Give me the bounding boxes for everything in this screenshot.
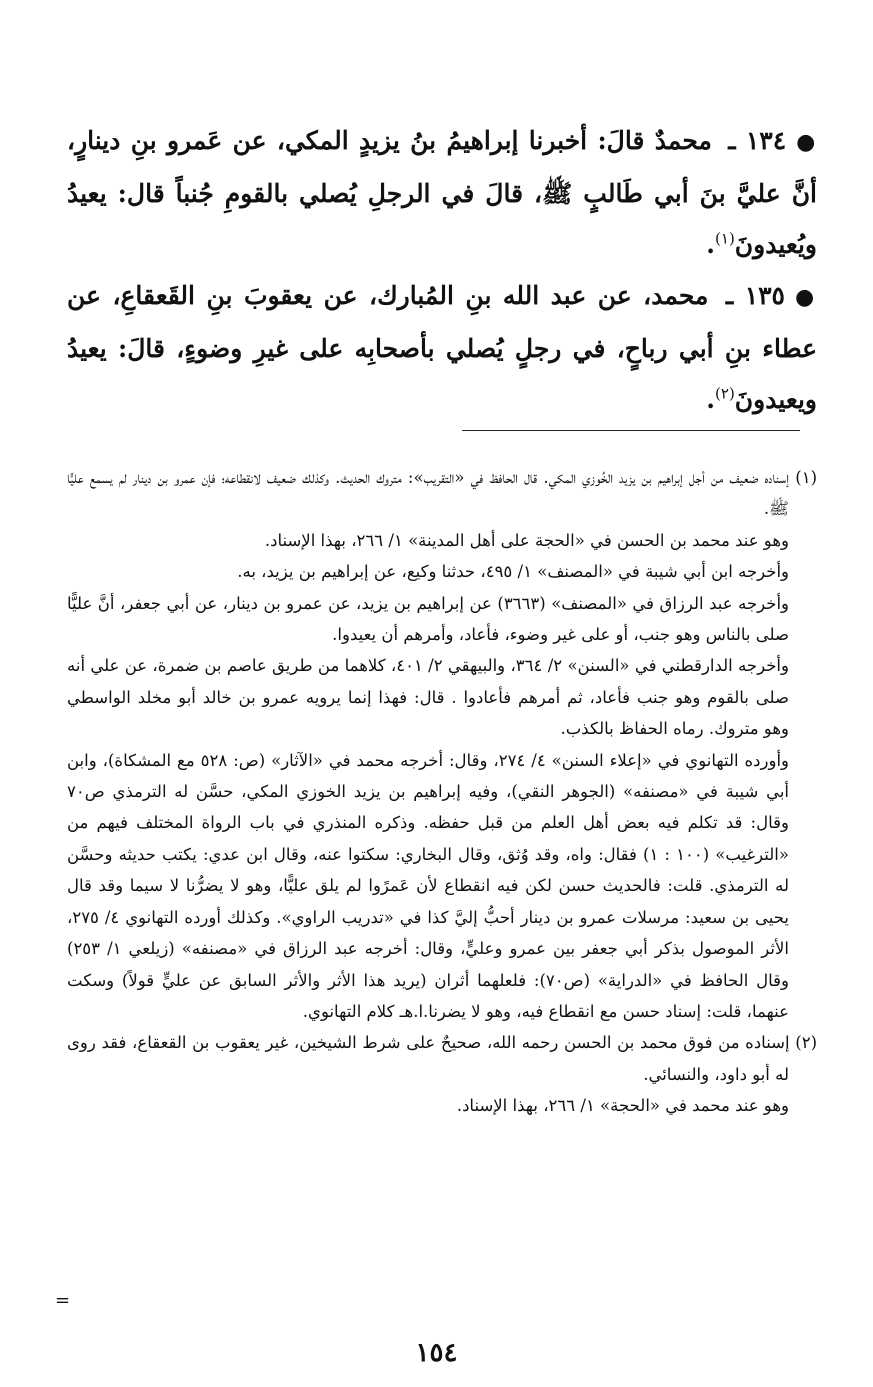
bullet-icon: ● <box>795 284 817 310</box>
footnote-paragraph: وهو عند محمد بن الحسن في «الحجة على أهل المدينة» ١/ ٢٦٦، بهذا الإسناد. <box>264 530 789 550</box>
footnote-paragraph: إسناده ضعيف من أجل إبراهيم بن يزيد الخُوزي المكي. قال الحافظ في «التقريب»: متروك الحديث. وكذلك ضعيف لانقطاعه؛ فإن عمرو بن دينار لم يسمع عليًّا ﷺ. <box>67 468 790 519</box>
footnote-separator <box>462 430 800 431</box>
footnote-paragraph: وأورده التهانوي في «إعلاء السنن» ٤/ ٢٧٤، وقال: أخرجه محمد في «الآثار» (ص: ٥٢٨ مع المشكاة)، وابن أبي شيبة في «مصنفه» (الجوهر النقي)، وفيه إبراهيم بن يزيد الخوزي المكي، حسَّن له الترمذي ص٧٠ وقال: قد تكلم فيه بعض أهل العلم من قبل حفظه. وذكره المنذري في باب الرواة المختلف فيهم من «الترغيب» (١٠٠ : ١) فقال: واه، وقد وُثق، وقال البخاري: سكتوا عنه، وقال ابن عدي: يكتب حديثه وحسَّن له الترمذي. قلت: فالحديث حسن لكن فيه انقطاع لأن عَمرًوا لم يلق عليًّا، وهو لا يضرُّنا لا سيما وقد قال يحيى بن سعيد: مرسلات عمرو بن دينار أحبُّ إليَّ كذا في «تدريب الراوي». وكذلك أورده التهانوي ٤/ ٢٧٥، الأثر الموصول بذكر أبي جعفر بين عمرو وعليٍّ، وقال: أخرجه عبد الرزاق في «مصنفه» (زيلعي ١/ ٢٥٣) وقال الحافظ في «الدراية» (ص٧٠): فلعلهما أثران (يريد هذا الأثر والأثر السابق عن عليٍّ قولاً) وسكت عنهما، قلت: إسناد حسن مع انقطاع فيه، وهو لا يضرنا.ا.هـ كلام التهانوي. <box>67 750 790 1021</box>
hadith-135 <box>67 270 817 425</box>
footnote-paragraph: وأخرجه ابن أبي شيبة في «المصنف» ١/ ٤٩٥، حدثنا وكيع، عن إبراهيم بن يزيد، به. <box>237 562 789 582</box>
hadith-text: محمد، عن عبد الله بنِ المُبارك، عن يعقوبَ بنِ القَعقاعِ، عن عطاء بنِ أبي رباحٍ، في رجلٍ يُصلي بأصحابِه على غيرِ وضوءٍ، قالَ: يعيدُ ويعيدونَ <box>67 281 817 414</box>
footnote-paragraph: وأخرجه الدارقطني في «السنن» ٢/ ٣٦٤، والبيهقي ٢/ ٤٠١، كلاهما من طريق عاصم بن ضمرة، عن علي أنه صلى بالقوم وهو جنب فأعاد، ثم أمرهم فأعادوا . قال: فهذا إنما يرويه عمرو بن خالد أبو مخلد الواسطي وهو متروك. رماه الحفاظ بالكذب. <box>67 656 789 739</box>
hadith-number: ١٣٤ ـ <box>728 126 787 155</box>
continuation-mark: = <box>55 1290 71 1311</box>
hadith-end: . <box>706 385 716 414</box>
hadith-text: محمدٌ قالَ: أخبرنا إبراهيمُ بنُ يزيدٍ المكي، عن عَمرو بنِ دينارٍ، أنَّ عليَّ بنَ أبي طَالبٍ ﷺ، قالَ في الرجلِ يُصلي بالقومِ جُنباً قال: يعيدُ ويُعيدونَ <box>67 126 817 259</box>
footnote-paragraph: إسناده من فوق محمد بن الحسن رحمه الله، صحيحٌ على شرط الشيخين، غير يعقوب بن القعقاع، فقد روى له أبو داود، والنسائي. <box>67 1033 790 1084</box>
page-number: ١٥٤ <box>415 1338 458 1368</box>
hadith-end: . <box>706 230 716 259</box>
footnote-ref[interactable]: (١) <box>715 229 735 248</box>
footnote-1 <box>67 462 817 525</box>
footnote-paragraph: وأخرجه عبد الرزاق في «المصنف» (٣٦٦٣) عن إبراهيم بن يزيد، عن عمرو بن دينار، عن أبي جعفر، أنَّ عليًّا صلى بالناس وهو جنب، أو على غير وضوء، فأعاد، وأمرهم أن يعيدوا. <box>67 593 789 645</box>
hadith-134 <box>67 115 817 270</box>
footnote-2 <box>67 1027 817 1090</box>
hadith-number: ١٣٥ ـ <box>725 281 785 310</box>
footnote-marker: (١) <box>795 468 818 487</box>
footnote-ref[interactable]: (٢) <box>715 384 735 403</box>
footnote-paragraph: وهو عند محمد في «الحجة» ١/ ٢٦٦، بهذا الإسناد. <box>456 1096 789 1116</box>
footnotes <box>67 462 817 1122</box>
bullet-icon: ● <box>796 129 817 155</box>
footnote-marker: (٢) <box>795 1033 817 1053</box>
